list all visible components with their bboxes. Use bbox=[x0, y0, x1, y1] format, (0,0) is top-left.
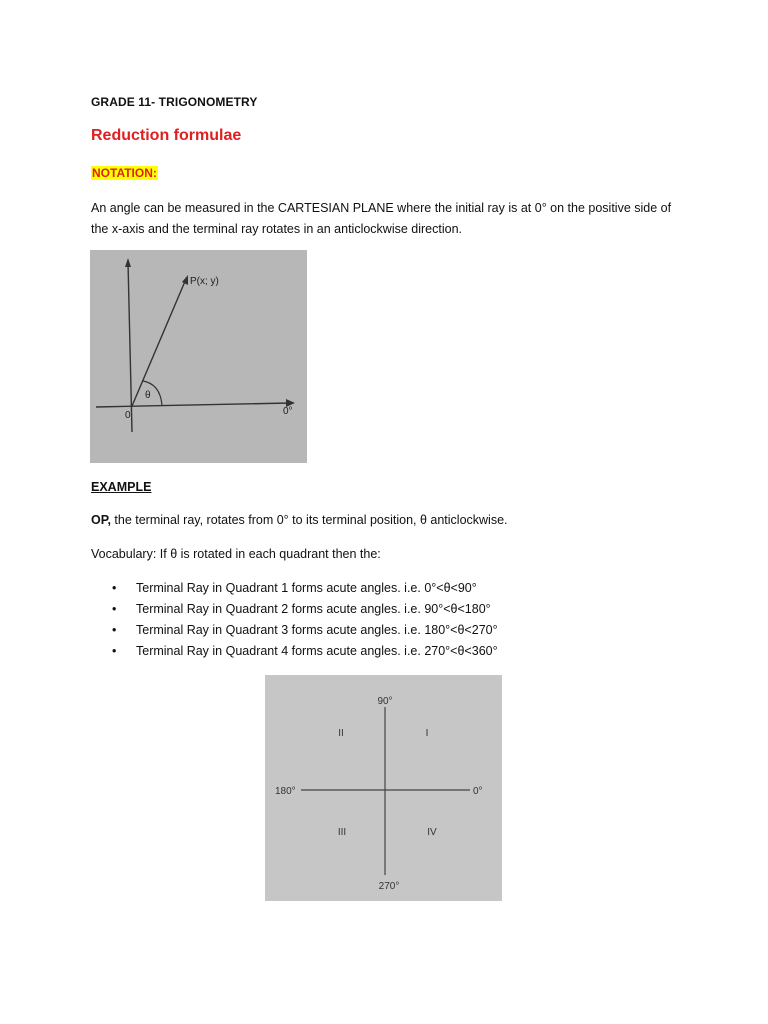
grade-heading: GRADE 11- TRIGONOMETRY bbox=[91, 95, 258, 109]
cartesian-angle-figure bbox=[90, 250, 307, 463]
label-0: 0° bbox=[473, 786, 483, 797]
terminal-ray bbox=[132, 279, 186, 406]
label-180: 180° bbox=[275, 786, 296, 797]
example-heading: EXAMPLE bbox=[91, 480, 152, 494]
origin-label: 0 bbox=[125, 410, 131, 421]
terminal-ray-arrow bbox=[182, 275, 188, 285]
list-item: • Terminal Ray in Quadrant 2 forms acute angles. i.e. 90°<θ<180° bbox=[112, 599, 498, 620]
theta-label: θ bbox=[145, 390, 151, 401]
y-axis-arrow bbox=[125, 258, 131, 267]
quadrant-2-label: II bbox=[338, 728, 344, 739]
list-item: • Terminal Ray in Quadrant 1 forms acute angles. i.e. 0°<θ<90° bbox=[112, 578, 498, 599]
zero-degree-label: 0° bbox=[283, 406, 293, 417]
quadrant-4-label: IV bbox=[427, 827, 437, 838]
label-270: 270° bbox=[378, 881, 400, 892]
quadrant-diagram bbox=[265, 675, 502, 901]
list-item: • Terminal Ray in Quadrant 3 forms acute angles. i.e. 180°<θ<270° bbox=[112, 620, 498, 641]
quadrant-3-label: III bbox=[337, 827, 347, 838]
op-bold: OP, bbox=[91, 513, 111, 527]
op-text: the terminal ray, rotates from 0° to its terminal position, θ anticlockwise. bbox=[110, 513, 508, 527]
vocabulary-line: Vocabulary: If θ is rotated in each quadrant then the: bbox=[91, 547, 381, 561]
cartesian-angle-diagram bbox=[90, 250, 307, 463]
list-item: • Terminal Ray in Quadrant 4 forms acute angles. i.e. 270°<θ<360° bbox=[112, 641, 498, 662]
op-sentence bbox=[91, 513, 508, 527]
label-90: 90° bbox=[377, 696, 393, 707]
notation-heading: NOTATION: bbox=[92, 166, 157, 180]
point-label: P(x; y) bbox=[190, 276, 219, 287]
quadrant-list bbox=[112, 578, 498, 662]
quadrant-1-label: I bbox=[425, 728, 429, 739]
x-axis bbox=[96, 403, 290, 407]
quadrant-figure bbox=[265, 675, 502, 901]
page-title: Reduction formulae bbox=[91, 127, 242, 144]
notation-paragraph: An angle can be measured in the CARTESIAN PLANE where the initial ray is at 0° on the positive side of the x-axis and the terminal ray rotates in an anticlockwise direction. bbox=[91, 201, 672, 236]
